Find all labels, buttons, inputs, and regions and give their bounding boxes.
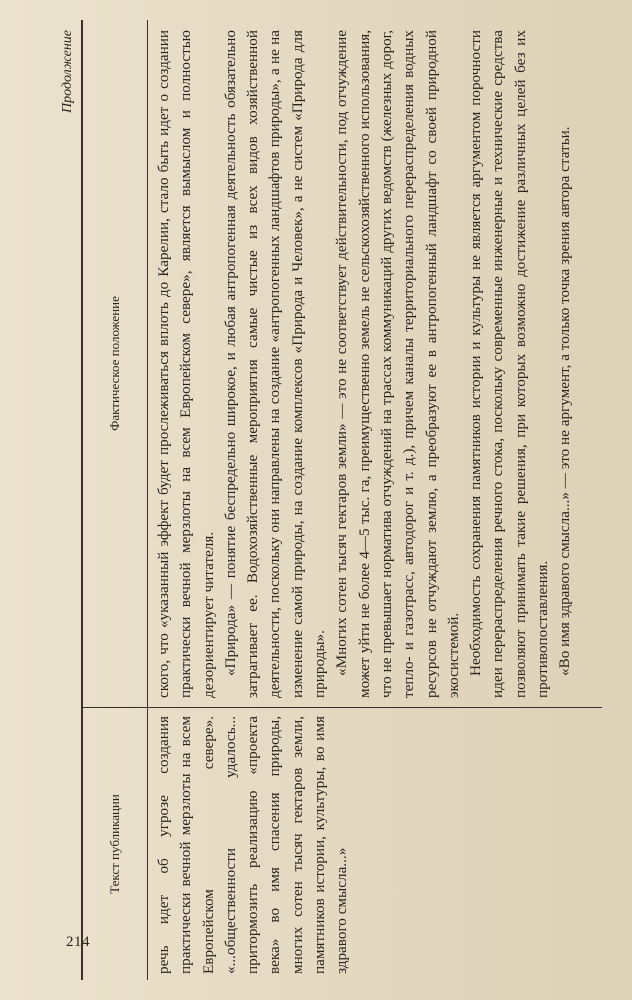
continuation-label: Продолжение bbox=[60, 30, 75, 113]
factual-position-cell bbox=[153, 30, 577, 698]
header-factual-position: Фактическое положение bbox=[107, 296, 122, 431]
factual-paragraph: «Многих сотен тысяч гектаров земли» — это не соответствует действительности, под отчуждение может уйти не более 4—5 тыс. га, преимущественно земель не сельскохозяйственного использования, что не превышает норматива отчуждений на трассах коммуникаций других ведомств (железных дорог, тепло- и газотрасс, автодорог и т. д.), причем каналы территориального перераспределения водных ресурсов не отчуждают землю, а преобразуют ее в антропогенный ландшафт со своей природной экосистемой. bbox=[333, 30, 462, 698]
factual-paragraph: Необходимость сохранения памятников истории и культуры не является аргументом порочности идеи перераспределения речного стока, поскольку современные инженерные и технические средства позволяют принимать такие решения, при которых возможно достижение различных целей без их противопоставления. bbox=[467, 30, 552, 698]
publication-text-cell bbox=[153, 716, 354, 974]
factual-paragraph: «Природа» — понятие беспредельно широкое, и любая антропогенная деятельность обязательно затрагивает ее. Водохозяйственные мероприятия самые чистые из всех видов хозяйственной деятельности, поскольку они направлены на создание «антропогенных ландшафтов природы», а не на изменение самой природы, на создание комплексов «Природа и Человек», а не систем «Природа для природы». bbox=[221, 30, 329, 698]
publication-text: речь идет об угрозе создания практически вечной мерзлоты на всем Европейском севере». «...общественности удалось... притормозить реализацию «проекта века» во имя спасения природы, многих сотен тысяч гектаров земли, памятников истории, культуры, во имя здравого смысла...» bbox=[155, 716, 351, 974]
rotated-content bbox=[60, 20, 600, 980]
page-number: 214 bbox=[66, 934, 90, 950]
comparison-table bbox=[81, 20, 602, 980]
column-divider bbox=[83, 707, 602, 708]
factual-paragraph: «Во имя здравого смысла...» — это не аргумент, а только точка зрения автора статьи. bbox=[556, 126, 574, 676]
header-divider bbox=[147, 20, 148, 980]
factual-paragraph: ского, что «указанный эффект будет прослеживаться вплоть до Карелии, стало быть идет о создании практически вечной мерзлоты на всем Европейском севере», является вымыслом и полностью дезориентирует читателя. bbox=[155, 30, 217, 698]
header-publication-text: Текст публикации bbox=[107, 794, 122, 894]
